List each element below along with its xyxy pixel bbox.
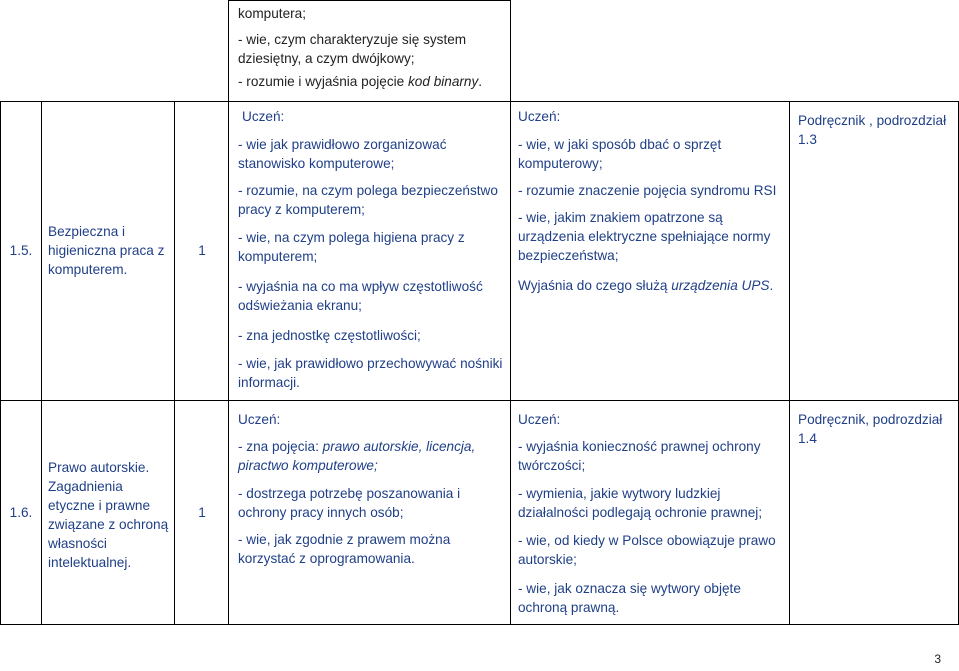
top-line: komputera;	[238, 6, 307, 21]
requirement-item: - wie, jak prawidłowo przechowywać nośniki informacji.	[238, 356, 503, 390]
requirement-item: - wie jak prawidłowo zorganizować stanowisko komputerowe;	[238, 137, 447, 171]
row-topic: Prawo autorskie. Zagadnienia etyczne i prawne związane z ochroną własności intelektualnej.	[48, 460, 169, 570]
student-label: Uczeń:	[242, 109, 285, 124]
top-line: - wie, czym charakteryzuje się system dziesiętny, a czym dwójkowy;	[238, 32, 467, 66]
student-label: Uczeń:	[518, 109, 561, 124]
col-divider	[174, 101, 175, 625]
col-divider	[789, 101, 790, 625]
source-cell	[798, 111, 954, 149]
requirement-item: - rozumie znaczenie pojęcia syndromu RSI	[518, 183, 777, 198]
source-cell	[798, 410, 956, 448]
col-divider	[228, 0, 229, 625]
requirement-item: - wie, od kiedy w Polsce obowiązuje prawo autorskie;	[518, 533, 776, 567]
student-label: Uczeń:	[518, 412, 561, 427]
requirement-item: - wie, jak oznacza się wytwory objęte ochroną prawną.	[518, 581, 741, 615]
top-continuation-cell	[238, 4, 504, 91]
top-line-binary: - rozumie i wyjaśnia pojęcie kod binarny.	[238, 74, 483, 89]
basic-requirements-cell	[238, 107, 506, 392]
requirement-item: - wyjaśnia na co ma wpływ częstotliwość odświeżania ekranu;	[238, 279, 483, 313]
requirement-item: - wie, w jaki sposób dbać o sprzęt komputerowy;	[518, 137, 722, 171]
requirement-item: - wie, jakim znakiem opatrzone są urządzenia elektryczne spełniające normy bezpieczeństwa;	[518, 210, 771, 263]
requirement-item-concepts: - zna pojęcia: prawo autorskie, licencja, piractwo komputerowe;	[238, 439, 476, 473]
requirement-item: - rozumie, na czym polega bezpieczeństwo pracy z komputerem;	[238, 183, 498, 217]
requirement-item: - wymienia, jakie wytwory ludzkiej działalności podlegają ochronie prawnej;	[518, 486, 763, 520]
requirement-item-ups: Wyjaśnia do czego służą urządzenia UPS.	[518, 278, 774, 293]
extended-requirements-cell	[518, 107, 786, 295]
requirement-item: - wie, jak zgodnie z prawem można korzystać z oprogramowania.	[238, 532, 451, 566]
row-number: 1.5.	[9, 243, 33, 258]
requirement-item: - wie, na czym polega higiena pracy z komputerem;	[238, 230, 465, 264]
table-bottom-border	[0, 624, 959, 625]
source-reference: Podręcznik, podrozdział 1.4	[798, 412, 943, 446]
table-top-border	[228, 0, 511, 1]
student-label: Uczeń:	[238, 412, 281, 427]
requirement-item: - dostrzega potrzebę poszanowania i ochrony pracy innych osób;	[238, 486, 461, 520]
col-divider	[510, 0, 511, 625]
col-divider	[0, 101, 1, 625]
extended-requirements-cell	[518, 410, 786, 617]
basic-requirements-cell	[238, 410, 506, 568]
row-hours: 1	[198, 505, 206, 520]
source-reference: Podręcznik , podrozdział 1.3	[798, 113, 947, 147]
requirement-item: - zna jednostkę częstotliwości;	[238, 328, 421, 343]
row-topic: Bezpieczna i higieniczna praca z komputerem.	[48, 224, 165, 277]
col-divider	[41, 101, 42, 625]
requirement-item: - wyjaśnia konieczność prawnej ochrony twórczości;	[518, 439, 761, 473]
row-divider	[0, 400, 959, 401]
page-number: 3	[934, 652, 941, 666]
row-hours: 1	[198, 243, 206, 258]
row-number: 1.6.	[9, 505, 33, 520]
